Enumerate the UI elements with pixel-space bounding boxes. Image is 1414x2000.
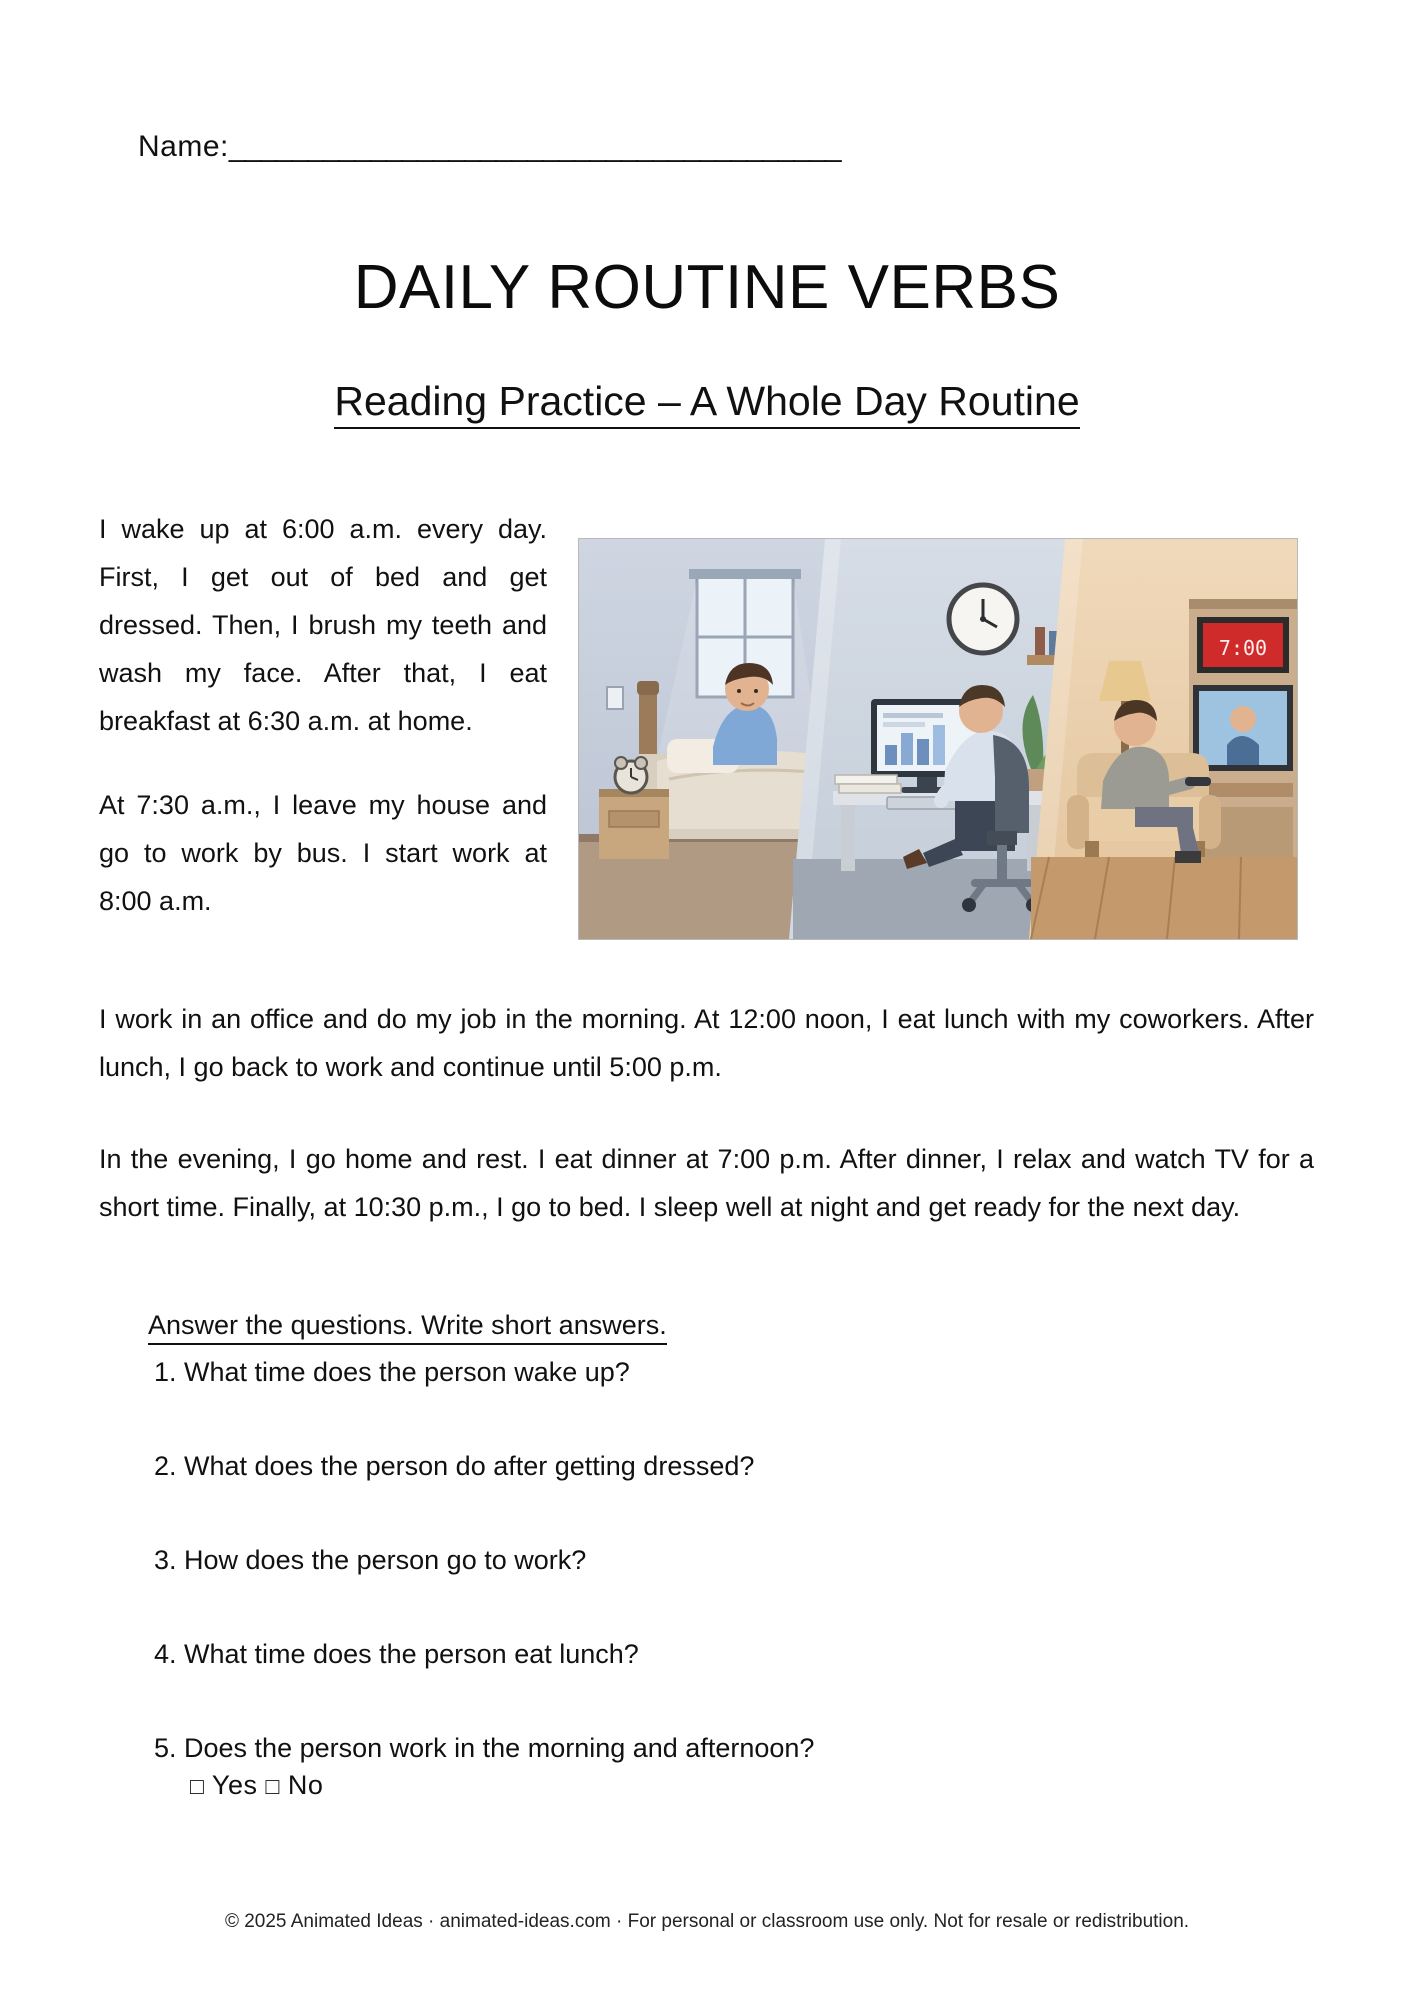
question-4: 4. What time does the person eat lunch? (154, 1639, 639, 1669)
question-1: 1. What time does the person wake up? (154, 1357, 630, 1387)
body-text-full-width (99, 995, 1314, 1231)
paragraph-3: I work in an office and do my job in the morning. At 12:00 noon, I eat lunch with my coworkers. After lunch, I go back to work and continue until 5:00 p.m. (99, 1004, 1314, 1082)
daily-routine-illustration (578, 538, 1298, 940)
questions-heading-text: Answer the questions. Write short answers. (148, 1310, 667, 1345)
question-5-answer-options (148, 1770, 1308, 1801)
question-3: 3. How does the person go to work? (154, 1545, 587, 1575)
name-field-line (138, 130, 841, 164)
yes-checkbox[interactable]: □ (190, 1773, 205, 1799)
paragraph-4: In the evening, I go home and rest. I eat dinner at 7:00 p.m. After dinner, I relax and watch TV for a short time. Finally, at 10:30 p.m., I go to bed. I sleep well at night and get ready for the next day. (99, 1144, 1314, 1222)
name-label: Name: (138, 130, 229, 163)
illustration-artwork (579, 539, 1297, 939)
page-title: DAILY ROUTINE VERBS (353, 253, 1061, 322)
page-subtitle-text: Reading Practice – A Whole Day Routine (334, 378, 1079, 429)
svg-text:7:00: 7:00 (1218, 636, 1268, 660)
paragraph-2: At 7:30 a.m., I leave my house and go to work by bus. I start work at 8:00 a.m. (99, 790, 547, 916)
intro-text-column (99, 505, 547, 925)
paragraph-1: I wake up at 6:00 a.m. every day. First, I get out of bed and get dressed. Then, I brush my teeth and wash my face. After that, I eat breakfast at 6:30 a.m. at home. (99, 514, 547, 736)
no-checkbox[interactable]: □ (265, 1773, 280, 1799)
page-subtitle (0, 378, 1414, 425)
no-label: No (287, 1770, 324, 1800)
name-blank-rule: _______________________________________ (228, 130, 841, 163)
question-5: 5. Does the person work in the morning and afternoon? (154, 1733, 815, 1763)
questions-heading (148, 1310, 1308, 1357)
yes-label: Yes (211, 1770, 258, 1800)
question-2: 2. What does the person do after getting dressed? (154, 1451, 755, 1481)
footer-copyright: © 2025 Animated Ideas · animated-ideas.com · For personal or classroom use only. Not for resale or redistribution. (224, 1911, 1190, 1932)
questions-section (148, 1310, 1308, 1801)
